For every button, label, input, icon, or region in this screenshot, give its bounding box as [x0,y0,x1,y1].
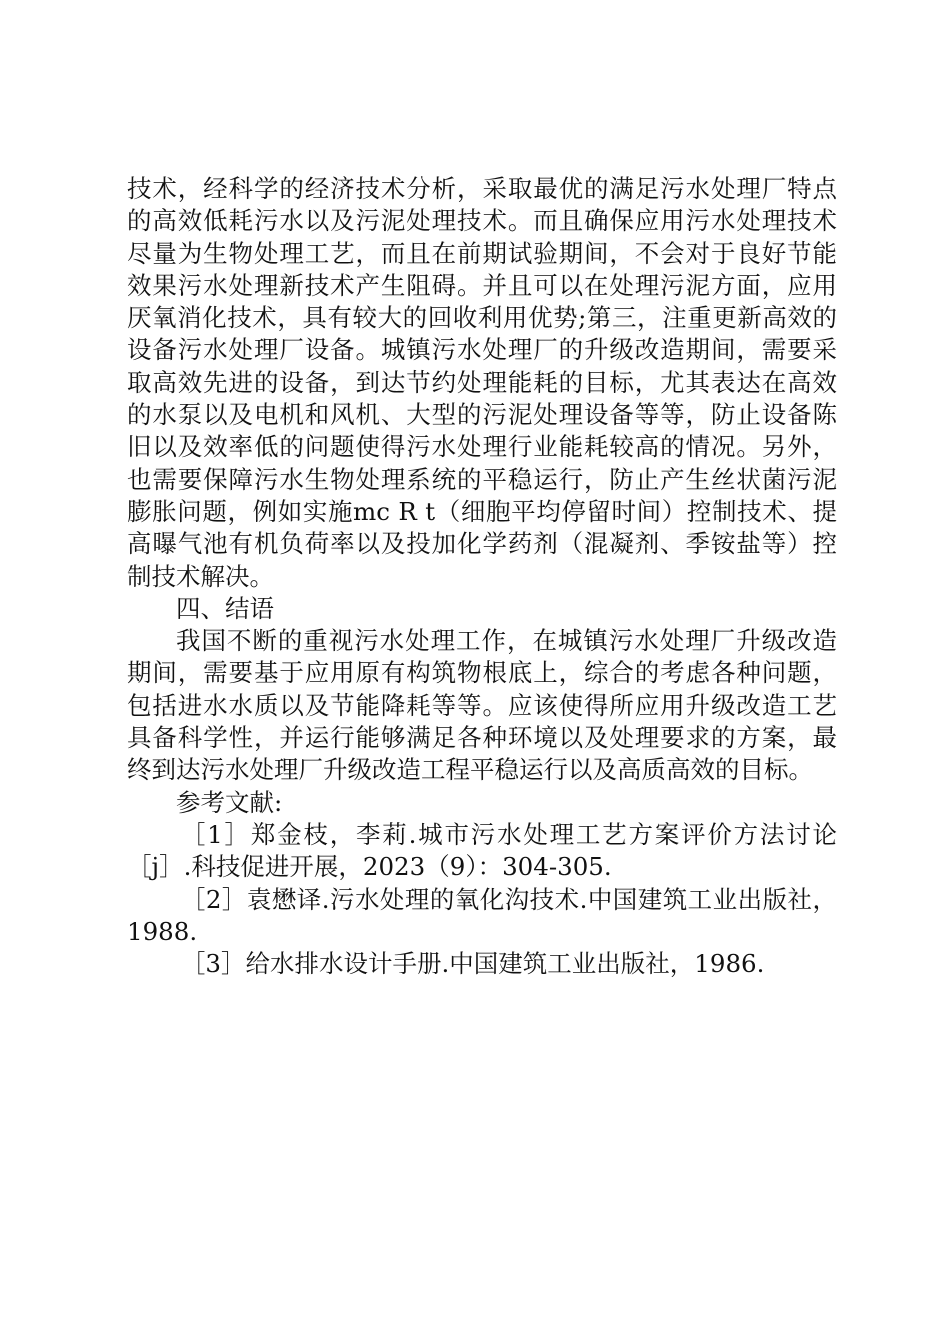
reference-item-1: ［1］郑金枝，李莉.城市污水处理工艺方案评价方法讨论［j］.科技促进开展，2023（9）：304-305. [127,819,837,882]
references-heading: 参考文献: [176,787,283,817]
body-paragraph: 技术，经科学的经济技术分析，采取最优的满足污水处理厂特点的高效低耗污水以及污泥处理技术。而且确保应用污水处理技术尽量为生物处理工艺，而且在前期试验期间，不会对于良好节能效果污水处理新技术产生阻碍。并且可以在处理污泥方面，应用厌氧消化技术，具有较大的回收利用优势;第三，注重更新高效的设备污水处理厂设备。城镇污水处理厂的升级改造期间，需要采取高效先进的设备，到达节约处理能耗的目标，尤其表达在高效的水泵以及电机和风机、大型的污泥处理设备等等，防止设备陈旧以及效率低的问题使得污水处理行业能耗较高的情况。另外，也需要保障污水生物处理系统的平稳运行，防止产生丝状菌污泥膨胀问题，例如实施mc R t（细胞平均停留时间）控制技术、提高曝气池有机负荷率以及投加化学药剂（混凝剂、季铵盐等）控制技术解决。 [127,174,837,591]
reference-item-2: ［2］袁懋译.污水处理的氧化沟技术.中国建筑工业出版社，1988. [127,884,837,946]
section-heading: 四、结语 [176,593,274,623]
conclusion-paragraph: 我国不断的重视污水处理工作，在城镇污水处理厂升级改造期间，需要基于应用原有构筑物根底上，综合的考虑各种问题，包括进水水质以及节能降耗等等。应该使得所应用升级改造工艺具备科学性，并运行能够满足各种环境以及处理要求的方案，最终到达污水处理厂升级改造工程平稳运行以及高质高效的目标。 [127,626,837,785]
reference-item-3: ［3］给水排水设计手册.中国建筑工业出版社，1986. [180,949,765,979]
document-page [127,173,837,980]
